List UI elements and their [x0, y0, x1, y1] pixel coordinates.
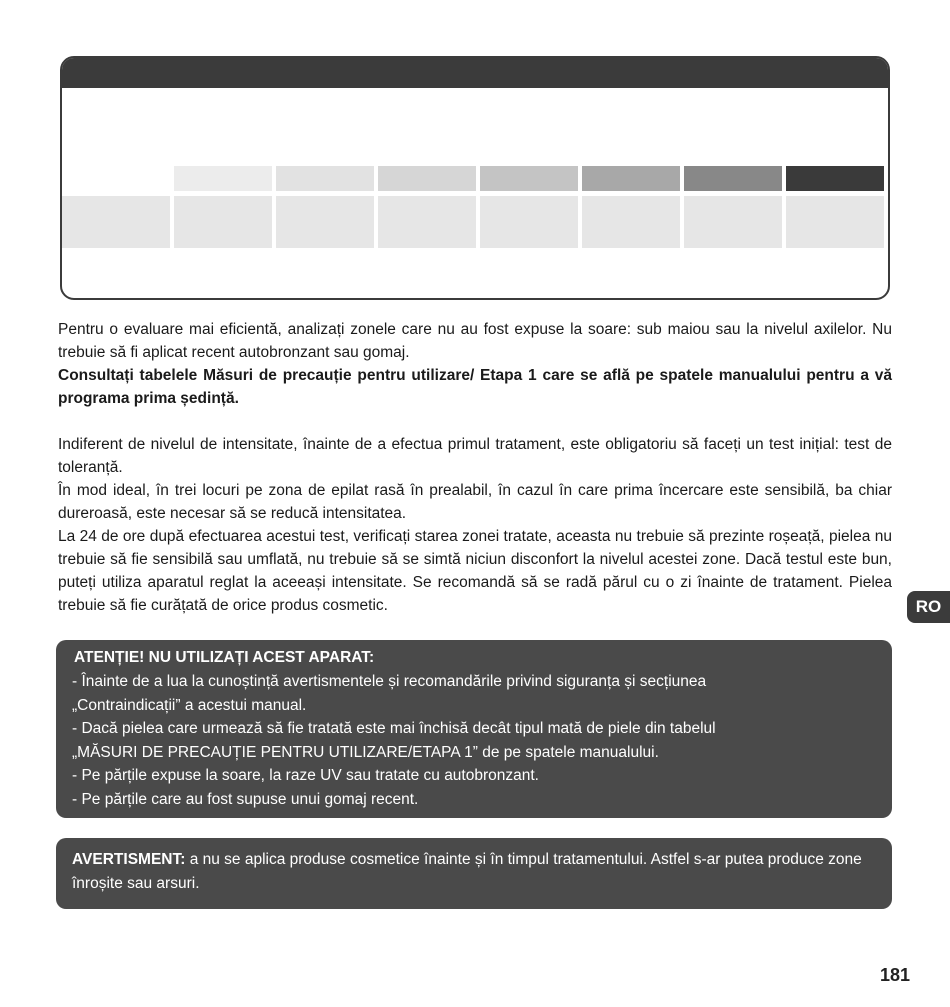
language-tab-ro: RO — [907, 591, 950, 623]
table-cell — [378, 196, 476, 248]
table-cell — [582, 196, 680, 248]
skin-tone-swatch — [582, 166, 680, 191]
table-header-bar — [62, 58, 888, 88]
skin-tone-swatch — [480, 166, 578, 191]
notice-lead: AVERTISMENT: — [72, 851, 186, 868]
skin-tone-swatch — [378, 166, 476, 191]
skin-tone-swatch — [684, 166, 782, 191]
attention-title: ATENȚIE! NU UTILIZAȚI ACEST APARAT: — [74, 649, 375, 666]
paragraph-three-spots: În mod ideal, în trei locuri pe zona de epilat rasă în prealabil, în cazul în care prima încercare este sensibilă, ba chiar dureroasă, este necesar să se reducă intensitatea. — [58, 482, 892, 522]
table-cell — [684, 196, 782, 248]
table-row-label-cell — [62, 196, 170, 248]
notice-box — [56, 838, 892, 909]
attention-line: „MĂSURI DE PRECAUȚIE PENTRU UTILIZARE/ETAPA 1” de pe spatele manualului. — [72, 743, 659, 761]
body-text — [58, 318, 892, 617]
attention-line: - Pe părțile care au fost supuse unui gomaj recent. — [72, 790, 419, 808]
swatch-row-label-spacer — [62, 166, 170, 191]
attention-box — [56, 640, 892, 818]
attention-line: „Contraindicații” a acestui manual. — [72, 696, 307, 714]
paragraph-gap — [58, 410, 892, 433]
paragraph-consult-tables: Consultați tabelele Măsuri de precauție pentru utilizare/ Etapa 1 care se află pe spatele manualului pentru a vă programa prima ședință. — [58, 367, 892, 407]
page-number: 181 — [880, 965, 911, 985]
paragraph-24-hours: La 24 de ore după efectuarea acestui test, verificați starea zonei tratate, aceasta nu trebuie să prezinte roșeață, pielea nu trebuie să fie sensibilă sau umflată, nu trebuie să se simtă niciun disconfort la nivelul acestei zone. Dacă testul este bun, puteți utiliza aparatul reglat la aceeași intensitate. Se recomandă să se radă părul cu o zi înainte de tratament. Pielea trebuie să fie curățată de orice produs cosmetic. — [58, 528, 892, 614]
table-cell — [174, 196, 272, 248]
skin-tone-swatch-row — [62, 166, 888, 191]
table-cell-row — [62, 196, 888, 248]
skin-tone-swatch — [174, 166, 272, 191]
notice-body: a nu se aplica produse cosmetice înainte și în timpul tratamentului. Astfel s-ar putea produce zone înroșite sau arsuri. — [72, 851, 862, 892]
attention-line: - Pe părțile expuse la soare, la raze UV sau tratate cu autobronzant. — [72, 767, 539, 784]
table-cell — [786, 196, 884, 248]
notice-text — [72, 848, 876, 896]
table-cell — [276, 196, 374, 248]
table-cell — [480, 196, 578, 248]
paragraph-evaluation: Pentru o evaluare mai eficientă, analizați zonele care nu au fost expuse la soare: sub maiou sau la nivelul axilelor. Nu trebuie să fi aplicat recent autobronzant sau gomaj. — [58, 321, 892, 361]
attention-line: - Înainte de a lua la cunoștință avertismentele și recomandările privind siguranța și secțiunea — [72, 673, 707, 690]
skin-tone-swatch — [276, 166, 374, 191]
attention-line: - Dacă pielea care urmează să fie tratată este mai închisă decât tipul mată de piele din tabelul — [72, 720, 716, 737]
skin-tone-table — [60, 56, 890, 300]
paragraph-tolerance-test: Indiferent de nivelul de intensitate, înainte de a efectua primul tratament, este obligatoriu să faceți un test inițial: test de toleranță. — [58, 436, 892, 476]
skin-tone-swatch — [786, 166, 884, 191]
